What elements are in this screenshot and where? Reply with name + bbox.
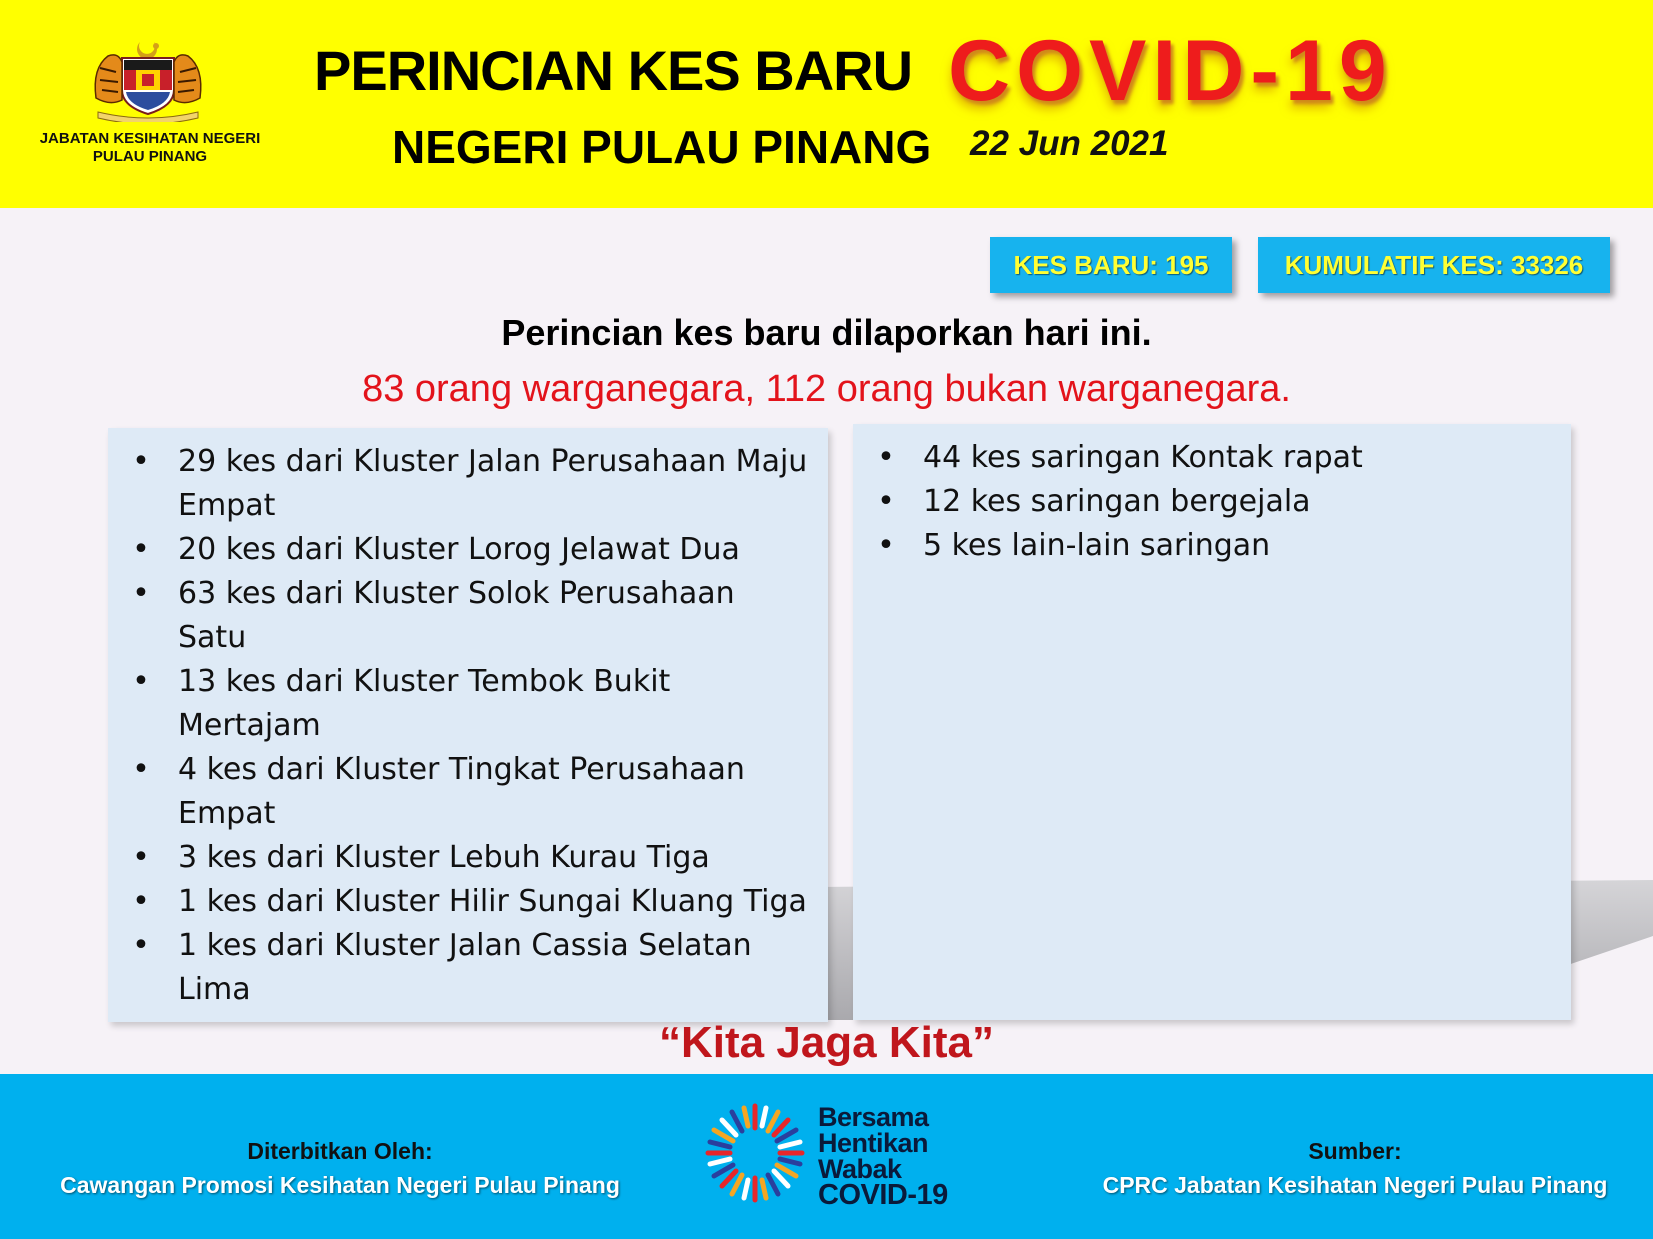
coat-of-arms-icon xyxy=(88,38,208,122)
bullet-icon: • xyxy=(132,928,150,963)
campaign-text xyxy=(818,1102,948,1211)
bullet-icon: • xyxy=(877,440,895,475)
cumulative-cases-badge: KUMULATIF KES: 33326 xyxy=(1258,237,1610,293)
bullet-icon: • xyxy=(132,444,150,479)
list-item xyxy=(108,880,808,924)
cluster-panel xyxy=(108,428,828,1022)
list-item xyxy=(108,660,808,748)
state-title: NEGERI PULAU PINANG xyxy=(392,121,932,173)
bullet-icon: • xyxy=(877,484,895,519)
summary-title: Perincian kes baru dilaporkan hari ini. xyxy=(501,312,1152,353)
new-cases-badge: KES BARU: 195 xyxy=(990,237,1232,293)
cluster-item-text: 1 kes dari Kluster Hilir Sungai Kluang Tiga xyxy=(178,884,807,919)
bullet-icon: • xyxy=(132,576,150,611)
screening-panel xyxy=(853,424,1571,1020)
agency-line-2: PULAU PINANG xyxy=(92,148,208,165)
page-title: PERINCIAN KES BARU xyxy=(314,39,913,102)
list-item xyxy=(108,528,808,572)
campaign-line-1: Bersama xyxy=(818,1102,929,1132)
campaign-burst-icon xyxy=(700,1098,810,1208)
list-item xyxy=(108,924,808,1012)
bullet-icon: • xyxy=(132,840,150,875)
campaign-line-2: Hentikan xyxy=(818,1128,929,1158)
bullet-icon: • xyxy=(132,752,150,787)
agency-name xyxy=(20,130,280,166)
cluster-item-text: 63 kes dari Kluster Solok Perusahaan Satu xyxy=(178,576,735,655)
header-banner xyxy=(0,0,1653,208)
source-label: Sumber: xyxy=(1308,1138,1402,1164)
publisher-label: Diterbitkan Oleh: xyxy=(247,1138,433,1164)
cluster-item-text: 13 kes dari Kluster Tembok Bukit Mertajam xyxy=(178,664,671,743)
bullet-icon: • xyxy=(877,528,895,563)
cluster-item-text: 20 kes dari Kluster Lorog Jelawat Dua xyxy=(178,532,740,567)
list-item xyxy=(853,524,1553,568)
covid-title: COVID-19 xyxy=(948,23,1393,119)
cluster-item-text: 1 kes dari Kluster Jalan Cassia Selatan Lima xyxy=(178,928,752,1007)
cluster-item-text: 3 kes dari Kluster Lebuh Kurau Tiga xyxy=(178,840,710,875)
publisher-name: Cawangan Promosi Kesihatan Negeri Pulau Pinang xyxy=(60,1172,620,1198)
source-name: CPRC Jabatan Kesihatan Negeri Pulau Pinang xyxy=(1102,1172,1608,1198)
cluster-list xyxy=(108,440,808,1012)
source-block xyxy=(1080,1134,1630,1202)
cluster-item-text: 4 kes dari Kluster Tingkat Perusahaan Empat xyxy=(178,752,745,831)
list-item xyxy=(108,748,808,836)
list-item xyxy=(108,572,808,660)
list-item xyxy=(853,436,1553,480)
footer-banner xyxy=(0,1074,1653,1239)
cluster-item-text: 29 kes dari Kluster Jalan Perusahaan Maju Empat xyxy=(178,444,808,523)
bullet-icon: • xyxy=(132,532,150,567)
screening-item-text: 5 kes lain-lain saringan xyxy=(923,528,1271,563)
report-date: 22 Jun 2021 xyxy=(970,124,1169,163)
campaign-line-4: COVID-19 xyxy=(818,1179,948,1211)
screening-list xyxy=(853,436,1553,568)
list-item xyxy=(108,836,808,880)
bullet-icon: • xyxy=(132,664,150,699)
slogan: “Kita Jaga Kita” xyxy=(659,1018,994,1067)
list-item xyxy=(108,440,808,528)
screening-item-text: 44 kes saringan Kontak rapat xyxy=(923,440,1363,475)
summary-detail: 83 orang warganegara, 112 orang bukan warganegara. xyxy=(362,368,1291,410)
agency-line-1: JABATAN KESIHATAN NEGERI xyxy=(39,130,261,147)
campaign-line-3: Wabak xyxy=(818,1154,902,1184)
screening-item-text: 12 kes saringan bergejala xyxy=(923,484,1311,519)
publisher-block xyxy=(40,1134,640,1202)
list-item xyxy=(853,480,1553,524)
bullet-icon: • xyxy=(132,884,150,919)
